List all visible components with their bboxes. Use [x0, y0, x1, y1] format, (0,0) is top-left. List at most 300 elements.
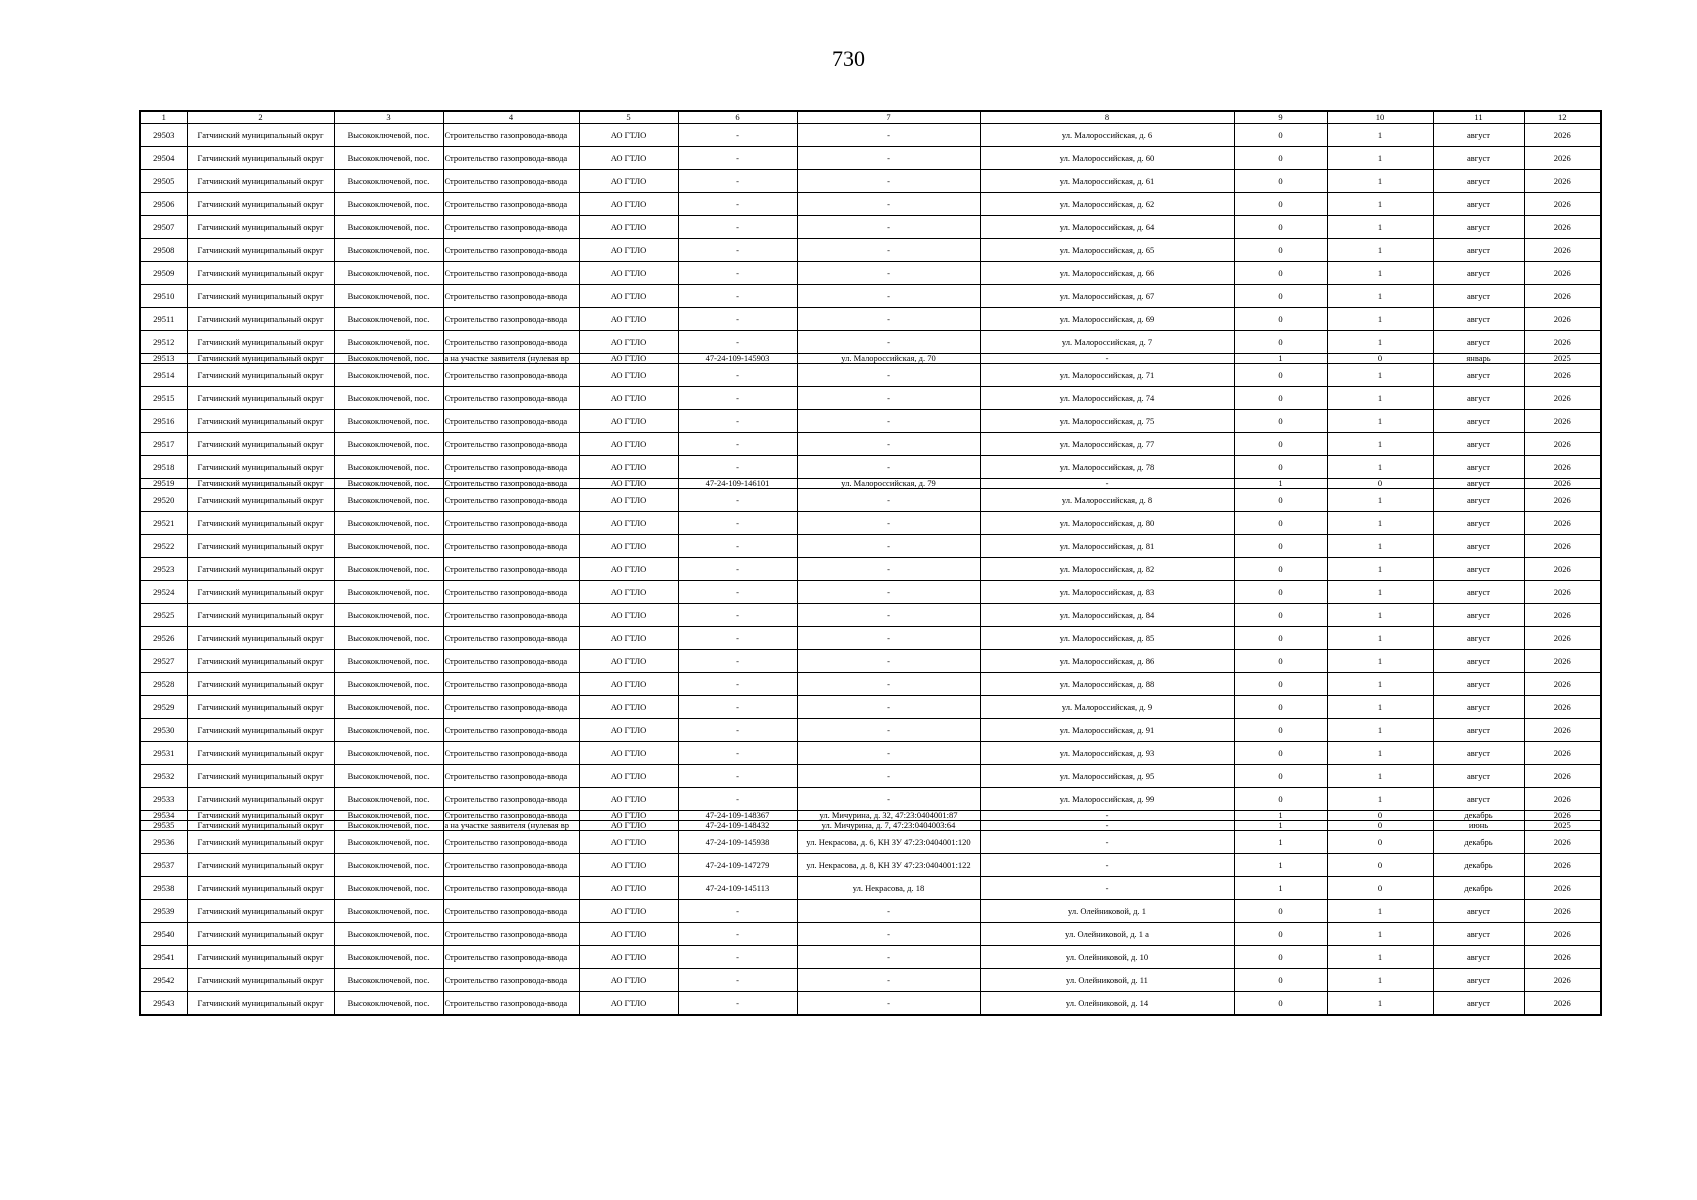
table-cell: Высокоключевой, пос. [334, 831, 443, 854]
table-cell: Гатчинский муниципальный округ [187, 992, 334, 1016]
table-cell: август [1433, 650, 1524, 673]
table-cell: - [797, 788, 980, 811]
table-cell: - [678, 673, 797, 696]
table-cell: Высокоключевой, пос. [334, 124, 443, 147]
table-cell: 2025 [1524, 354, 1601, 364]
table-cell: - [678, 742, 797, 765]
table-cell: - [797, 147, 980, 170]
table-cell: 2026 [1524, 558, 1601, 581]
table-cell: 0 [1234, 456, 1327, 479]
table-cell: АО ГТЛО [579, 923, 678, 946]
table-cell: Строительство газопровода-ввода [443, 147, 579, 170]
table-cell: - [678, 992, 797, 1016]
table-cell: Высокоключевой, пос. [334, 193, 443, 216]
table-cell: АО ГТЛО [579, 742, 678, 765]
table-cell: Строительство газопровода-ввода [443, 742, 579, 765]
table-cell: 0 [1234, 558, 1327, 581]
table-cell: АО ГТЛО [579, 604, 678, 627]
table-cell: ул. Мичурина, д. 7, 47:23:0404003:64 [797, 821, 980, 831]
table-cell: Гатчинский муниципальный округ [187, 969, 334, 992]
table-cell: АО ГТЛО [579, 788, 678, 811]
table-cell: - [797, 535, 980, 558]
table-cell: 1 [1234, 854, 1327, 877]
table-cell: АО ГТЛО [579, 650, 678, 673]
column-number-row [140, 111, 1601, 124]
table-cell: август [1433, 604, 1524, 627]
table-cell: 0 [1234, 650, 1327, 673]
table-cell: 0 [1327, 831, 1433, 854]
table-cell: АО ГТЛО [579, 558, 678, 581]
table-cell: ул. Малороссийская, д. 80 [980, 512, 1234, 535]
table-cell: АО ГТЛО [579, 581, 678, 604]
table-cell: Строительство газопровода-ввода [443, 946, 579, 969]
table-cell: - [797, 239, 980, 262]
table-cell: Гатчинский муниципальный округ [187, 696, 334, 719]
table-cell: 2026 [1524, 535, 1601, 558]
table-cell: Высокоключевой, пос. [334, 992, 443, 1016]
table-cell: 29526 [140, 627, 187, 650]
table-cell: ул. Олейниковой, д. 11 [980, 969, 1234, 992]
table-cell: - [678, 558, 797, 581]
table-cell: август [1433, 193, 1524, 216]
table-cell: Гатчинский муниципальный округ [187, 742, 334, 765]
table-cell: Строительство газопровода-ввода [443, 170, 579, 193]
table-cell: 29522 [140, 535, 187, 558]
table-cell: 29536 [140, 831, 187, 854]
table-cell: Строительство газопровода-ввода [443, 811, 579, 821]
table-cell: - [797, 124, 980, 147]
table-cell: ул. Малороссийская, д. 88 [980, 673, 1234, 696]
table-cell: август [1433, 719, 1524, 742]
table-cell: 29506 [140, 193, 187, 216]
table-cell: Гатчинский муниципальный округ [187, 364, 334, 387]
table-cell: 2026 [1524, 627, 1601, 650]
table-row [140, 627, 1601, 650]
column-header: 4 [443, 111, 579, 124]
table-cell: Высокоключевой, пос. [334, 946, 443, 969]
table-cell: Высокоключевой, пос. [334, 854, 443, 877]
table-row [140, 558, 1601, 581]
table-cell: Высокоключевой, пос. [334, 364, 443, 387]
table-cell: - [797, 696, 980, 719]
table-cell: 1 [1234, 811, 1327, 821]
table-cell: август [1433, 433, 1524, 456]
table-cell: 29505 [140, 170, 187, 193]
table-cell: 1 [1234, 354, 1327, 364]
table-cell: Гатчинский муниципальный округ [187, 354, 334, 364]
table-cell: Строительство газопровода-ввода [443, 831, 579, 854]
table-cell: 29537 [140, 854, 187, 877]
table-cell: ул. Малороссийская, д. 8 [980, 489, 1234, 512]
table-cell: - [797, 512, 980, 535]
table-cell: Высокоключевой, пос. [334, 811, 443, 821]
table-cell: август [1433, 479, 1524, 489]
table-row [140, 969, 1601, 992]
table-cell: Строительство газопровода-ввода [443, 535, 579, 558]
table-cell: Строительство газопровода-ввода [443, 285, 579, 308]
table-row [140, 364, 1601, 387]
table-cell: август [1433, 456, 1524, 479]
table-cell: 29527 [140, 650, 187, 673]
table-cell: 0 [1234, 387, 1327, 410]
table-cell: 1 [1234, 877, 1327, 900]
table-cell: ул. Малороссийская, д. 64 [980, 216, 1234, 239]
table-cell: АО ГТЛО [579, 719, 678, 742]
table-cell: 0 [1234, 788, 1327, 811]
table-row [140, 604, 1601, 627]
table-cell: Гатчинский муниципальный округ [187, 923, 334, 946]
table-cell: - [797, 765, 980, 788]
table-cell: 2026 [1524, 992, 1601, 1016]
table-cell: Высокоключевой, пос. [334, 262, 443, 285]
table-cell: Строительство газопровода-ввода [443, 410, 579, 433]
table-cell: - [797, 627, 980, 650]
table-cell: Гатчинский муниципальный округ [187, 147, 334, 170]
table-cell: Гатчинский муниципальный округ [187, 604, 334, 627]
table-cell: Строительство газопровода-ввода [443, 262, 579, 285]
table-cell: Гатчинский муниципальный округ [187, 239, 334, 262]
table-row [140, 900, 1601, 923]
column-header: 11 [1433, 111, 1524, 124]
table-row [140, 170, 1601, 193]
table-cell: - [980, 811, 1234, 821]
table-cell: - [678, 364, 797, 387]
table-cell: 2026 [1524, 923, 1601, 946]
table-row [140, 479, 1601, 489]
table-cell: 0 [1234, 969, 1327, 992]
table-cell: 1 [1327, 696, 1433, 719]
page-number: 730 [832, 46, 865, 71]
table-cell: 1 [1234, 831, 1327, 854]
table-cell: август [1433, 512, 1524, 535]
table-cell: 29530 [140, 719, 187, 742]
table-cell: Строительство газопровода-ввода [443, 900, 579, 923]
table-cell: Высокоключевой, пос. [334, 788, 443, 811]
table-cell: 2026 [1524, 581, 1601, 604]
table-cell: 2026 [1524, 877, 1601, 900]
table-cell: 1 [1327, 923, 1433, 946]
table-cell: 0 [1234, 193, 1327, 216]
table-cell: АО ГТЛО [579, 479, 678, 489]
table-cell: 29524 [140, 581, 187, 604]
table-cell: 1 [1327, 170, 1433, 193]
table-cell: Высокоключевой, пос. [334, 877, 443, 900]
table-cell: август [1433, 581, 1524, 604]
table-cell: Высокоключевой, пос. [334, 479, 443, 489]
table-row [140, 433, 1601, 456]
table-cell: 0 [1234, 262, 1327, 285]
table-cell: Гатчинский муниципальный округ [187, 946, 334, 969]
table-cell: 0 [1234, 581, 1327, 604]
table-cell: Строительство газопровода-ввода [443, 331, 579, 354]
table-cell: - [797, 262, 980, 285]
table-cell: - [797, 650, 980, 673]
table-cell: - [678, 512, 797, 535]
table-cell: Высокоключевой, пос. [334, 627, 443, 650]
table-row [140, 354, 1601, 364]
table-cell: АО ГТЛО [579, 262, 678, 285]
table-cell: 29520 [140, 489, 187, 512]
table-cell: август [1433, 170, 1524, 193]
table-cell: декабрь [1433, 831, 1524, 854]
table-cell: 2026 [1524, 831, 1601, 854]
table-cell: 47-24-109-148367 [678, 811, 797, 821]
table-cell: ул. Некрасова, д. 18 [797, 877, 980, 900]
table-cell: Строительство газопровода-ввода [443, 969, 579, 992]
table-cell: ул. Малороссийская, д. 78 [980, 456, 1234, 479]
table-cell: Высокоключевой, пос. [334, 581, 443, 604]
table-cell: 0 [1234, 992, 1327, 1016]
table-row [140, 456, 1601, 479]
table-cell: - [980, 831, 1234, 854]
table-row [140, 650, 1601, 673]
table-row [140, 410, 1601, 433]
table-cell: 29534 [140, 811, 187, 821]
table-cell: 0 [1234, 285, 1327, 308]
table-cell: 0 [1234, 512, 1327, 535]
table-cell: АО ГТЛО [579, 410, 678, 433]
table-cell: 2026 [1524, 811, 1601, 821]
column-header: 12 [1524, 111, 1601, 124]
table-cell: август [1433, 992, 1524, 1016]
table-row [140, 239, 1601, 262]
table-cell: 0 [1327, 821, 1433, 831]
table-cell: - [678, 308, 797, 331]
table-cell: Гатчинский муниципальный округ [187, 581, 334, 604]
table-cell: 0 [1234, 604, 1327, 627]
table-cell: ул. Малороссийская, д. 86 [980, 650, 1234, 673]
table-cell: август [1433, 216, 1524, 239]
table-cell: - [797, 433, 980, 456]
table-cell: 0 [1234, 216, 1327, 239]
table-cell: 29514 [140, 364, 187, 387]
table-cell: Строительство газопровода-ввода [443, 992, 579, 1016]
table-cell: ул. Малороссийская, д. 83 [980, 581, 1234, 604]
table-cell: Строительство газопровода-ввода [443, 216, 579, 239]
table-cell: АО ГТЛО [579, 627, 678, 650]
table-cell: - [678, 489, 797, 512]
table-cell: - [678, 433, 797, 456]
table-row [140, 811, 1601, 821]
table-cell: Строительство газопровода-ввода [443, 489, 579, 512]
table-row [140, 673, 1601, 696]
column-header: 10 [1327, 111, 1433, 124]
table-cell: июнь [1433, 821, 1524, 831]
table-cell: ул. Малороссийская, д. 81 [980, 535, 1234, 558]
table-cell: 0 [1234, 742, 1327, 765]
table-cell: 1 [1327, 489, 1433, 512]
table-cell: Гатчинский муниципальный округ [187, 410, 334, 433]
table-row [140, 489, 1601, 512]
column-header: 2 [187, 111, 334, 124]
table-cell: 2026 [1524, 788, 1601, 811]
table-cell: 2026 [1524, 604, 1601, 627]
table-cell: Строительство газопровода-ввода [443, 239, 579, 262]
table-cell: Гатчинский муниципальный округ [187, 535, 334, 558]
table-cell: 1 [1327, 604, 1433, 627]
table-cell: АО ГТЛО [579, 946, 678, 969]
table-cell: ул. Малороссийская, д. 66 [980, 262, 1234, 285]
table-row [140, 992, 1601, 1016]
table-cell: Гатчинский муниципальный округ [187, 854, 334, 877]
table-cell: АО ГТЛО [579, 285, 678, 308]
table-row [140, 387, 1601, 410]
table-cell: 0 [1234, 535, 1327, 558]
table-cell: - [678, 124, 797, 147]
table-cell: Гатчинский муниципальный округ [187, 719, 334, 742]
table-cell: АО ГТЛО [579, 535, 678, 558]
table-cell: 1 [1327, 992, 1433, 1016]
table-cell: 1 [1327, 387, 1433, 410]
table-cell: ул. Малороссийская, д. 60 [980, 147, 1234, 170]
table-cell: АО ГТЛО [579, 831, 678, 854]
table-cell: 0 [1327, 354, 1433, 364]
table-cell: 1 [1327, 765, 1433, 788]
table-cell: 29517 [140, 433, 187, 456]
table-cell: ул. Олейниковой, д. 10 [980, 946, 1234, 969]
table-cell: - [980, 354, 1234, 364]
table-row [140, 124, 1601, 147]
table-cell: 2026 [1524, 387, 1601, 410]
table-cell: 29509 [140, 262, 187, 285]
table-cell: - [797, 489, 980, 512]
table-cell: ул. Малороссийская, д. 70 [797, 354, 980, 364]
table-cell: 0 [1234, 433, 1327, 456]
table-cell: Гатчинский муниципальный округ [187, 285, 334, 308]
table-cell: август [1433, 946, 1524, 969]
table-cell: 1 [1327, 581, 1433, 604]
table-cell: 2026 [1524, 900, 1601, 923]
table-cell: 0 [1234, 170, 1327, 193]
table-cell: 29504 [140, 147, 187, 170]
column-header: 7 [797, 111, 980, 124]
table-cell: АО ГТЛО [579, 170, 678, 193]
table-cell: 2026 [1524, 262, 1601, 285]
table-cell: Высокоключевой, пос. [334, 489, 443, 512]
table-cell: Гатчинский муниципальный округ [187, 877, 334, 900]
table-cell: декабрь [1433, 811, 1524, 821]
table-cell: Гатчинский муниципальный округ [187, 650, 334, 673]
table-cell: 1 [1327, 433, 1433, 456]
table-cell: Высокоключевой, пос. [334, 821, 443, 831]
table-cell: Строительство газопровода-ввода [443, 923, 579, 946]
table-cell: ул. Малороссийская, д. 75 [980, 410, 1234, 433]
register-table [139, 110, 1602, 1016]
table-cell: 2026 [1524, 719, 1601, 742]
table-cell: ул. Малороссийская, д. 67 [980, 285, 1234, 308]
table-cell: Гатчинский муниципальный округ [187, 262, 334, 285]
table-cell: Высокоключевой, пос. [334, 387, 443, 410]
table-cell: август [1433, 308, 1524, 331]
table-cell: Строительство газопровода-ввода [443, 364, 579, 387]
table-cell: 1 [1327, 719, 1433, 742]
table-cell: - [678, 946, 797, 969]
table-cell: Высокоключевой, пос. [334, 604, 443, 627]
column-header: 9 [1234, 111, 1327, 124]
table-cell: Гатчинский муниципальный округ [187, 821, 334, 831]
table-cell: Высокоключевой, пос. [334, 512, 443, 535]
table-cell: Гатчинский муниципальный округ [187, 811, 334, 821]
table-cell: август [1433, 387, 1524, 410]
table-cell: ул. Малороссийская, д. 6 [980, 124, 1234, 147]
table-cell: 2026 [1524, 489, 1601, 512]
table-cell: Строительство газопровода-ввода [443, 479, 579, 489]
table-cell: Высокоключевой, пос. [334, 331, 443, 354]
table-cell: август [1433, 124, 1524, 147]
table-cell: Высокоключевой, пос. [334, 433, 443, 456]
table-cell: 0 [1327, 854, 1433, 877]
table-cell: Высокоключевой, пос. [334, 308, 443, 331]
table-cell: АО ГТЛО [579, 854, 678, 877]
table-cell: 29531 [140, 742, 187, 765]
table-cell: 47-24-109-147279 [678, 854, 797, 877]
table-cell: 2026 [1524, 364, 1601, 387]
table-cell: ул. Малороссийская, д. 79 [797, 479, 980, 489]
table-row [140, 788, 1601, 811]
table-cell: август [1433, 969, 1524, 992]
table-cell: 1 [1327, 650, 1433, 673]
table-cell: 1 [1327, 788, 1433, 811]
table-cell: ул. Некрасова, д. 6, КН ЗУ 47:23:0404001:120 [797, 831, 980, 854]
table-cell: Строительство газопровода-ввода [443, 877, 579, 900]
table-cell: 29519 [140, 479, 187, 489]
table-cell: Гатчинский муниципальный округ [187, 456, 334, 479]
table-cell: ул. Малороссийская, д. 65 [980, 239, 1234, 262]
table-cell: Высокоключевой, пос. [334, 969, 443, 992]
table-cell: 0 [1234, 364, 1327, 387]
table-cell: Гатчинский муниципальный округ [187, 900, 334, 923]
table-cell: - [678, 923, 797, 946]
table-cell: Строительство газопровода-ввода [443, 581, 579, 604]
table-cell: 29543 [140, 992, 187, 1016]
table-cell: АО ГТЛО [579, 765, 678, 788]
table-row [140, 331, 1601, 354]
table-cell: 29512 [140, 331, 187, 354]
column-header: 6 [678, 111, 797, 124]
table-cell: 1 [1327, 124, 1433, 147]
table-cell: январь [1433, 354, 1524, 364]
table-cell: 0 [1327, 877, 1433, 900]
table-cell: - [678, 788, 797, 811]
table-cell: август [1433, 410, 1524, 433]
table-cell: - [797, 364, 980, 387]
table-cell: - [797, 923, 980, 946]
table-cell: Высокоключевой, пос. [334, 765, 443, 788]
table-cell: 2026 [1524, 854, 1601, 877]
table-cell: Гатчинский муниципальный округ [187, 308, 334, 331]
table-cell: - [797, 581, 980, 604]
table-cell: 2026 [1524, 433, 1601, 456]
table-row [140, 512, 1601, 535]
table-cell: Высокоключевой, пос. [334, 535, 443, 558]
table-cell: - [678, 719, 797, 742]
table-cell: 0 [1234, 696, 1327, 719]
table-cell: 2026 [1524, 479, 1601, 489]
table-cell: 29516 [140, 410, 187, 433]
table-cell: 29515 [140, 387, 187, 410]
table-cell: Гатчинский муниципальный округ [187, 512, 334, 535]
table-cell: Высокоключевой, пос. [334, 923, 443, 946]
table-cell: - [980, 479, 1234, 489]
table-row [140, 854, 1601, 877]
table-cell: - [678, 239, 797, 262]
table-cell: 47-24-109-148432 [678, 821, 797, 831]
table-cell: 0 [1234, 765, 1327, 788]
table-cell: Гатчинский муниципальный округ [187, 788, 334, 811]
table-cell: - [797, 742, 980, 765]
table-cell: - [797, 456, 980, 479]
table-cell: 1 [1327, 673, 1433, 696]
